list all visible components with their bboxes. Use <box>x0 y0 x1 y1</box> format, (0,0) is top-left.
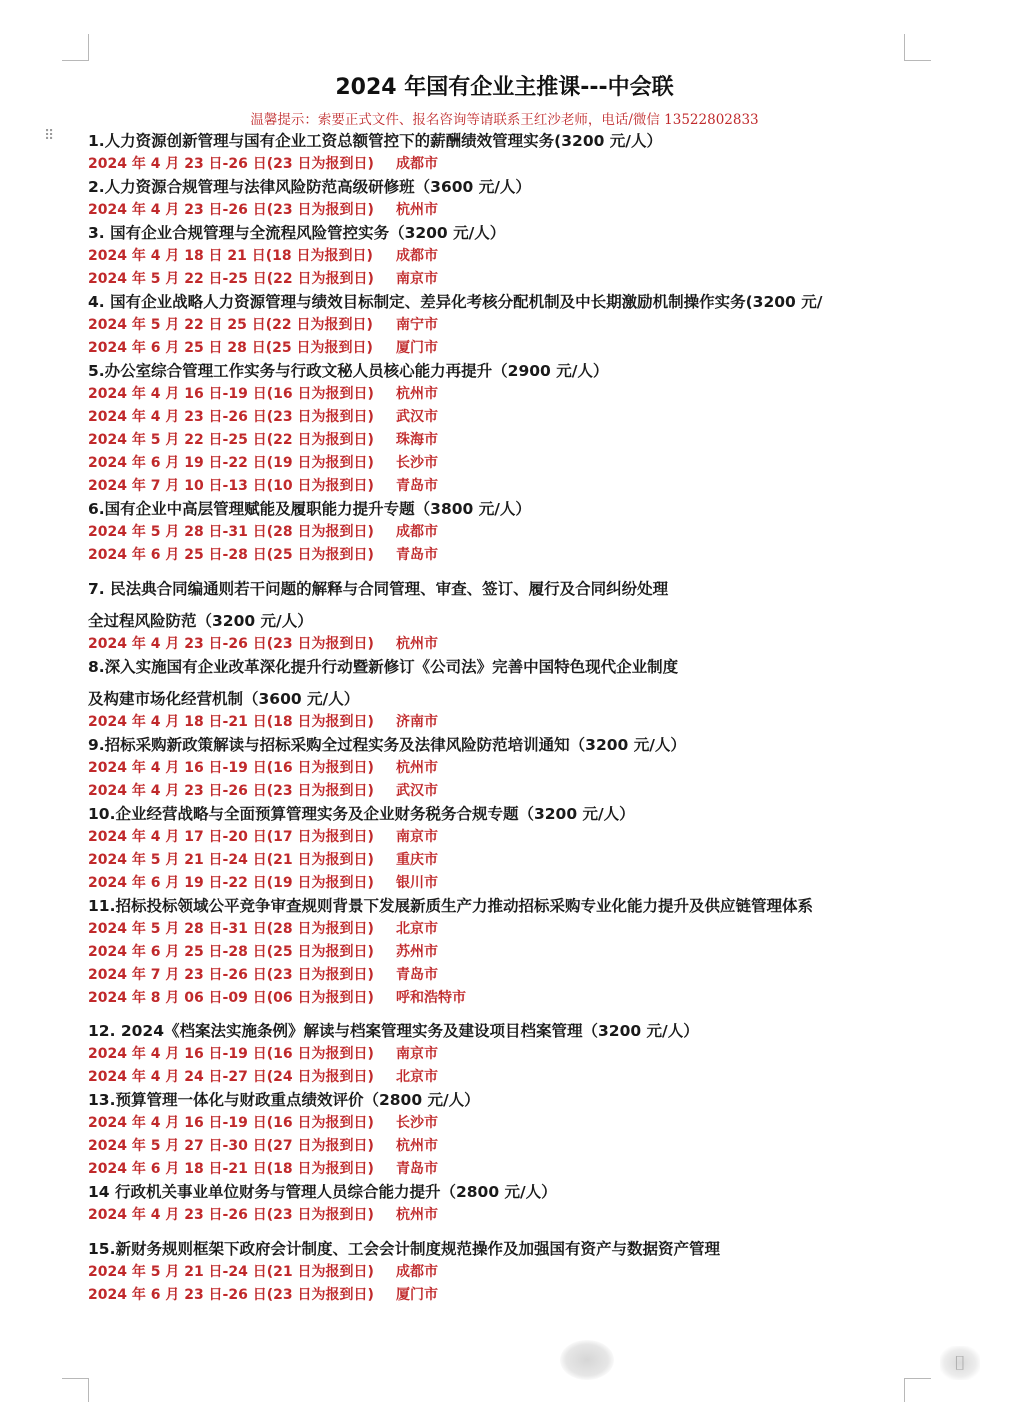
session-row <box>88 544 918 567</box>
session-row <box>88 1204 918 1227</box>
course-item <box>88 1020 918 1089</box>
session-row <box>88 1043 918 1066</box>
session-date: 2024 年 4 月 16 日-19 日(16 日为报到日) <box>88 1115 374 1131</box>
course-list <box>88 130 918 1307</box>
session-city: 成都市 <box>396 1264 438 1280</box>
session-row <box>88 780 918 803</box>
session-row <box>88 711 918 734</box>
session-date: 2024 年 5 月 28 日-31 日(28 日为报到日) <box>88 524 374 540</box>
session-date: 2024 年 4 月 23 日-26 日(23 日为报到日) <box>88 1207 374 1223</box>
session-date: 2024 年 6 月 25 日 28 日(25 日为报到日) <box>88 340 373 356</box>
session-city: 长沙市 <box>396 455 438 471</box>
session-city: 杭州市 <box>396 202 438 218</box>
session-city: 重庆市 <box>396 852 438 868</box>
crop-mark-bottom-left <box>62 1378 89 1402</box>
session-date: 2024 年 6 月 19 日-22 日(19 日为报到日) <box>88 455 374 471</box>
course-title: 2.人力资源合规管理与法律风险防范高级研修班（3600 元/人） <box>88 178 531 196</box>
session-city: 厦门市 <box>396 1287 438 1303</box>
course-item <box>88 803 918 895</box>
session-city: 成都市 <box>396 248 438 264</box>
course-title: 5.办公室综合管理工作实务与行政文秘人员核心能力再提升（2900 元/人） <box>88 362 609 380</box>
session-city: 济南市 <box>396 714 438 730</box>
session-row <box>88 757 918 780</box>
crop-mark-top-right <box>904 34 931 61</box>
session-date: 2024 年 7 月 10 日-13 日(10 日为报到日) <box>88 478 374 494</box>
course-title: 9.招标采购新政策解读与招标采购全过程实务及法律风险防范培训通知（3200 元/人） <box>88 736 686 754</box>
spacer <box>88 567 918 578</box>
course-title <box>88 578 918 633</box>
session-city: 南宁市 <box>396 317 438 333</box>
course-item <box>88 734 918 803</box>
course-title <box>88 656 918 711</box>
session-row <box>88 987 918 1010</box>
session-row <box>88 633 918 656</box>
session-date: 2024 年 4 月 23 日-26 日(23 日为报到日) <box>88 409 374 425</box>
session-city: 杭州市 <box>396 636 438 652</box>
course-item <box>88 656 918 734</box>
course-item <box>88 1181 918 1227</box>
session-row <box>88 826 918 849</box>
session-city: 武汉市 <box>396 783 438 799</box>
contact-notice: 温馨提示：索要正式文件、报名咨询等请联系王红沙老师，电话/微信 13522802833 <box>250 112 759 128</box>
drag-handle-icon[interactable]: ⠿ <box>44 128 56 144</box>
session-date: 2024 年 5 月 21 日-24 日(21 日为报到日) <box>88 852 374 868</box>
session-city: 长沙市 <box>396 1115 438 1131</box>
session-row <box>88 383 918 406</box>
session-date: 2024 年 4 月 24 日-27 日(24 日为报到日) <box>88 1069 374 1085</box>
session-date: 2024 年 6 月 19 日-22 日(19 日为报到日) <box>88 875 374 891</box>
course-title-line: 及构建市场化经营机制（3600 元/人） <box>88 690 360 708</box>
session-city: 厦门市 <box>396 340 438 356</box>
session-row <box>88 872 918 895</box>
session-date: 2024 年 7 月 23 日-26 日(23 日为报到日) <box>88 967 374 983</box>
course-title: 3. 国有企业合规管理与全流程风险管控实务（3200 元/人） <box>88 224 506 242</box>
session-date: 2024 年 8 月 06 日-09 日(06 日为报到日) <box>88 990 374 1006</box>
session-city: 杭州市 <box>396 760 438 776</box>
session-row <box>88 337 918 360</box>
session-date: 2024 年 4 月 23 日-26 日(23 日为报到日) <box>88 202 374 218</box>
course-item <box>88 1089 918 1181</box>
course-item <box>88 222 918 291</box>
course-item <box>88 130 918 176</box>
session-city: 杭州市 <box>396 1207 438 1223</box>
session-city: 成都市 <box>396 156 438 172</box>
course-title-line: 7. 民法典合同编通则若干问题的解释与合同管理、审查、签订、履行及合同纠纷处理 <box>88 580 669 598</box>
course-item <box>88 578 918 656</box>
session-row <box>88 429 918 452</box>
session-city: 青岛市 <box>396 547 438 563</box>
session-date: 2024 年 5 月 22 日-25 日(22 日为报到日) <box>88 271 374 287</box>
session-date: 2024 年 5 月 22 日-25 日(22 日为报到日) <box>88 432 374 448</box>
crop-mark-bottom-right <box>904 1378 931 1402</box>
course-title: 6.国有企业中高层管理赋能及履职能力提升专题（3800 元/人） <box>88 500 531 518</box>
session-row <box>88 521 918 544</box>
session-city: 北京市 <box>396 921 438 937</box>
session-date: 2024 年 4 月 23 日-26 日(23 日为报到日) <box>88 156 374 172</box>
course-title: 1.人力资源创新管理与国有企业工资总额管控下的薪酬绩效管理实务(3200 元/人） <box>88 132 662 150</box>
course-title: 4. 国有企业战略人力资源管理与绩效目标制定、差异化考核分配机制及中长期激励机制操作实务(3200 元/ <box>88 293 823 311</box>
session-row <box>88 1284 918 1307</box>
course-title: 12. 2024《档案法实施条例》解读与档案管理实务及建设项目档案管理（3200 元/人） <box>88 1022 699 1040</box>
session-date: 2024 年 4 月 16 日-19 日(16 日为报到日) <box>88 386 374 402</box>
session-row <box>88 268 918 291</box>
session-city: 珠海市 <box>396 432 438 448</box>
session-date: 2024 年 4 月 16 日-19 日(16 日为报到日) <box>88 760 374 776</box>
course-title-line: 全过程风险防范（3200 元/人） <box>88 612 313 630</box>
course-title: 15.新财务规则框架下政府会计制度、工会会计制度规范操作及加强国有资产与数据资产管理 <box>88 1240 720 1258</box>
session-city: 银川市 <box>396 875 438 891</box>
session-date: 2024 年 4 月 23 日-26 日(23 日为报到日) <box>88 783 374 799</box>
spacer <box>88 1227 918 1238</box>
session-row <box>88 849 918 872</box>
session-row <box>88 1066 918 1089</box>
session-city: 青岛市 <box>396 1161 438 1177</box>
session-date: 2024 年 6 月 25 日-28 日(25 日为报到日) <box>88 944 374 960</box>
course-item <box>88 1238 918 1307</box>
course-title-line: 8.深入实施国有企业改革深化提升行动暨新修订《公司法》完善中国特色现代企业制度 <box>88 658 679 676</box>
blurred-watermark <box>560 1340 614 1380</box>
session-row <box>88 314 918 337</box>
session-date: 2024 年 4 月 16 日-19 日(16 日为报到日) <box>88 1046 374 1062</box>
session-city: 北京市 <box>396 1069 438 1085</box>
session-row <box>88 1158 918 1181</box>
session-city: 杭州市 <box>396 386 438 402</box>
session-city: 成都市 <box>396 524 438 540</box>
session-city: 杭州市 <box>396 1138 438 1154</box>
crop-mark-top-left <box>62 34 89 61</box>
session-city: 青岛市 <box>396 967 438 983</box>
session-row <box>88 153 918 176</box>
course-item <box>88 498 918 567</box>
session-row <box>88 941 918 964</box>
session-row <box>88 475 918 498</box>
session-row <box>88 1135 918 1158</box>
session-date: 2024 年 4 月 18 日 21 日(18 日为报到日) <box>88 248 373 264</box>
course-title: 14 行政机关事业单位财务与管理人员综合能力提升（2800 元/人） <box>88 1183 557 1201</box>
session-row <box>88 406 918 429</box>
session-city: 苏州市 <box>396 944 438 960</box>
course-item <box>88 291 918 360</box>
session-city: 南京市 <box>396 829 438 845</box>
course-item <box>88 176 918 222</box>
session-date: 2024 年 6 月 23 日-26 日(23 日为报到日) <box>88 1287 374 1303</box>
session-city: 呼和浩特市 <box>396 990 466 1006</box>
session-city: 青岛市 <box>396 478 438 494</box>
session-date: 2024 年 5 月 27 日-30 日(27 日为报到日) <box>88 1138 374 1154</box>
session-row <box>88 1261 918 1284</box>
course-item <box>88 360 918 498</box>
session-date: 2024 年 5 月 22 日 25 日(22 日为报到日) <box>88 317 373 333</box>
session-row <box>88 1112 918 1135</box>
session-date: 2024 年 4 月 17 日-20 日(17 日为报到日) <box>88 829 374 845</box>
course-title: 13.预算管理一体化与财政重点绩效评价（2800 元/人） <box>88 1091 480 1109</box>
session-row <box>88 199 918 222</box>
session-row <box>88 918 918 941</box>
session-date: 2024 年 5 月 21 日-24 日(21 日为报到日) <box>88 1264 374 1280</box>
session-date: 2024 年 6 月 18 日-21 日(18 日为报到日) <box>88 1161 374 1177</box>
session-city: 武汉市 <box>396 409 438 425</box>
session-city: 南京市 <box>396 271 438 287</box>
course-title: 11.招标投标领域公平竞争审查规则背景下发展新质生产力推动招标采购专业化能力提升及供应链管理体系 <box>88 897 813 915</box>
session-row <box>88 964 918 987</box>
session-date: 2024 年 6 月 25 日-28 日(25 日为报到日) <box>88 547 374 563</box>
session-city: 南京市 <box>396 1046 438 1062</box>
blurred-corner-icon: ⌷ <box>940 1346 980 1380</box>
session-row <box>88 452 918 475</box>
session-row <box>88 245 918 268</box>
session-date: 2024 年 4 月 23 日-26 日(23 日为报到日) <box>88 636 374 652</box>
spacer <box>88 1010 918 1020</box>
page-title: 2024 年国有企业主推课---中会联 <box>335 75 674 100</box>
course-item <box>88 895 918 1010</box>
session-date: 2024 年 4 月 18 日-21 日(18 日为报到日) <box>88 714 374 730</box>
session-date: 2024 年 5 月 28 日-31 日(28 日为报到日) <box>88 921 374 937</box>
course-title: 10.企业经营战略与全面预算管理实务及企业财务税务合规专题（3200 元/人） <box>88 805 635 823</box>
